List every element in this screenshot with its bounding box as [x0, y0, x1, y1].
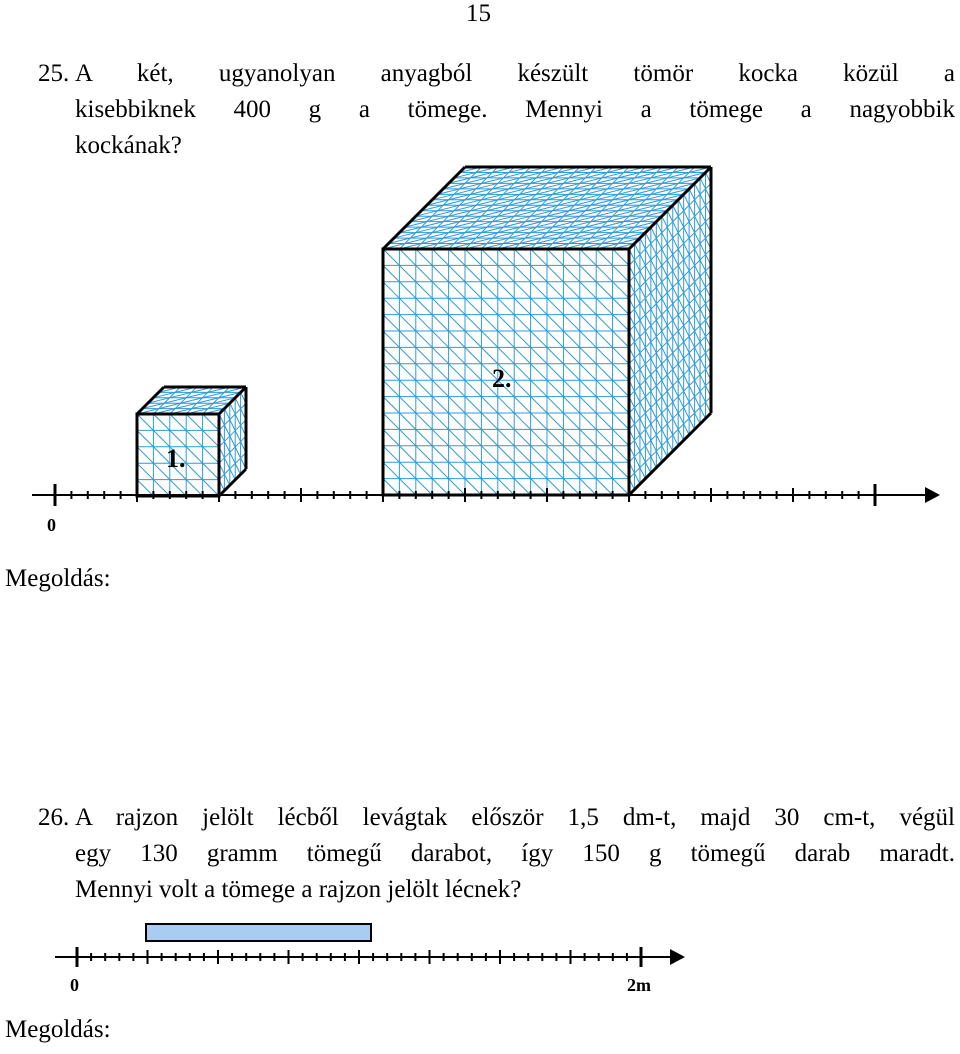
cube-large-front-diag [383, 413, 465, 495]
cube-small-side-grid [219, 392, 246, 490]
cube-small-label: 1. [166, 444, 186, 473]
axis-1-zero-label: 0 [47, 515, 56, 535]
cube-large-side-diag [629, 413, 656, 468]
cube-small-edge [219, 469, 246, 496]
cube-large-side-diag [662, 216, 711, 314]
solution-label-25: Megoldás: [5, 565, 111, 592]
cube-large-top-line [399, 167, 481, 249]
cube-small [137, 387, 246, 496]
problem-25-number: 25. [38, 60, 70, 87]
cube-large-top-diag [449, 189, 690, 249]
cube-small-side-line [219, 436, 246, 463]
cube-small-side-line [219, 403, 246, 430]
cube-large-edge [383, 167, 465, 249]
cube-large-top-line [465, 167, 547, 249]
cube-large-top-line [547, 167, 629, 249]
solution-label-26: Megoldás: [5, 1016, 111, 1043]
axis-2-zero-label: 0 [70, 975, 79, 995]
cube-large-front-diag [580, 249, 629, 298]
problem-26-number: 26. [38, 804, 70, 831]
cube-small-side-line [219, 453, 246, 480]
axis-1-arrow [925, 487, 940, 503]
cube-large-top-line [596, 167, 678, 249]
cube-large-side-diag [629, 315, 689, 435]
cube-large-top-line [449, 167, 531, 249]
cube-large-top-line [481, 167, 563, 249]
page-number: 15 [466, 0, 491, 27]
lec-bar [146, 924, 371, 941]
number-line-cubes [32, 484, 940, 506]
cube-large-front-diag [416, 249, 629, 462]
cube-large-side-diag [695, 183, 711, 216]
cube-small-side-diag [219, 447, 235, 480]
cube-large-top-line [531, 167, 613, 249]
cube-large-front-diag [547, 249, 629, 331]
number-line-bar [55, 947, 685, 967]
cube-large-side-diag [629, 446, 645, 479]
cube-large-front-diag [383, 282, 596, 495]
cube-large-top-line [580, 167, 662, 249]
problem-26-line-1: A rajzon jelölt lécből levágtak először 1,5 dm-t, majd 30 cm-t, végül [75, 804, 955, 831]
cube-large-top-line [416, 167, 498, 249]
axis-2-end-label: 2m [627, 975, 651, 995]
axis-2-arrow [670, 949, 685, 965]
cube-large-front-diag [383, 479, 399, 495]
cube-large [383, 167, 711, 495]
cube-large-front-diag [514, 249, 629, 364]
cube-small-side-diag [219, 414, 246, 469]
cube-large-top-line [432, 167, 514, 249]
problem-26-line-2: egy 130 gramm tömegű darabot, így 150 g tömegű darab maradt. [75, 840, 955, 867]
cube-large-front-diag [383, 446, 432, 495]
cube-small-side-diag [230, 403, 246, 436]
problem-25-line-1: A két, ugyanolyan anyagból készült tömör kocka közül a [75, 60, 955, 87]
cube-large-front-diag [613, 249, 629, 265]
cube-large-top-diag [416, 167, 613, 216]
cube-large-front-diag [383, 315, 563, 495]
cube-large-front-diag [449, 249, 629, 429]
cube-large-top-line [563, 167, 645, 249]
cube-large-front-diag [383, 380, 498, 495]
problem-25-line-3: kockának? [75, 132, 182, 159]
cube-small-side-line [219, 420, 246, 447]
cube-large-top-diag [405, 167, 646, 227]
cube-large-side-diag [651, 227, 711, 347]
cube-large-label: 2. [492, 364, 512, 393]
cube-large-top-line [514, 167, 596, 249]
problem-25-line-2: kisebbiknek 400 g a tömege. Mennyi a tömege a nagyobbik [75, 96, 955, 123]
problem-26-line-3: Mennyi volt a tömege a rajzon jelölt lécnek? [75, 876, 522, 903]
cube-large-top-diag [481, 200, 678, 249]
cube-small-front-diag [203, 414, 219, 430]
cube-large-side-diag [629, 347, 678, 445]
cube-small-front-diag [137, 480, 153, 496]
cube-large-top-diag [438, 167, 547, 194]
cube-large-top-line [498, 167, 580, 249]
cube-large-side-diag [684, 194, 711, 249]
